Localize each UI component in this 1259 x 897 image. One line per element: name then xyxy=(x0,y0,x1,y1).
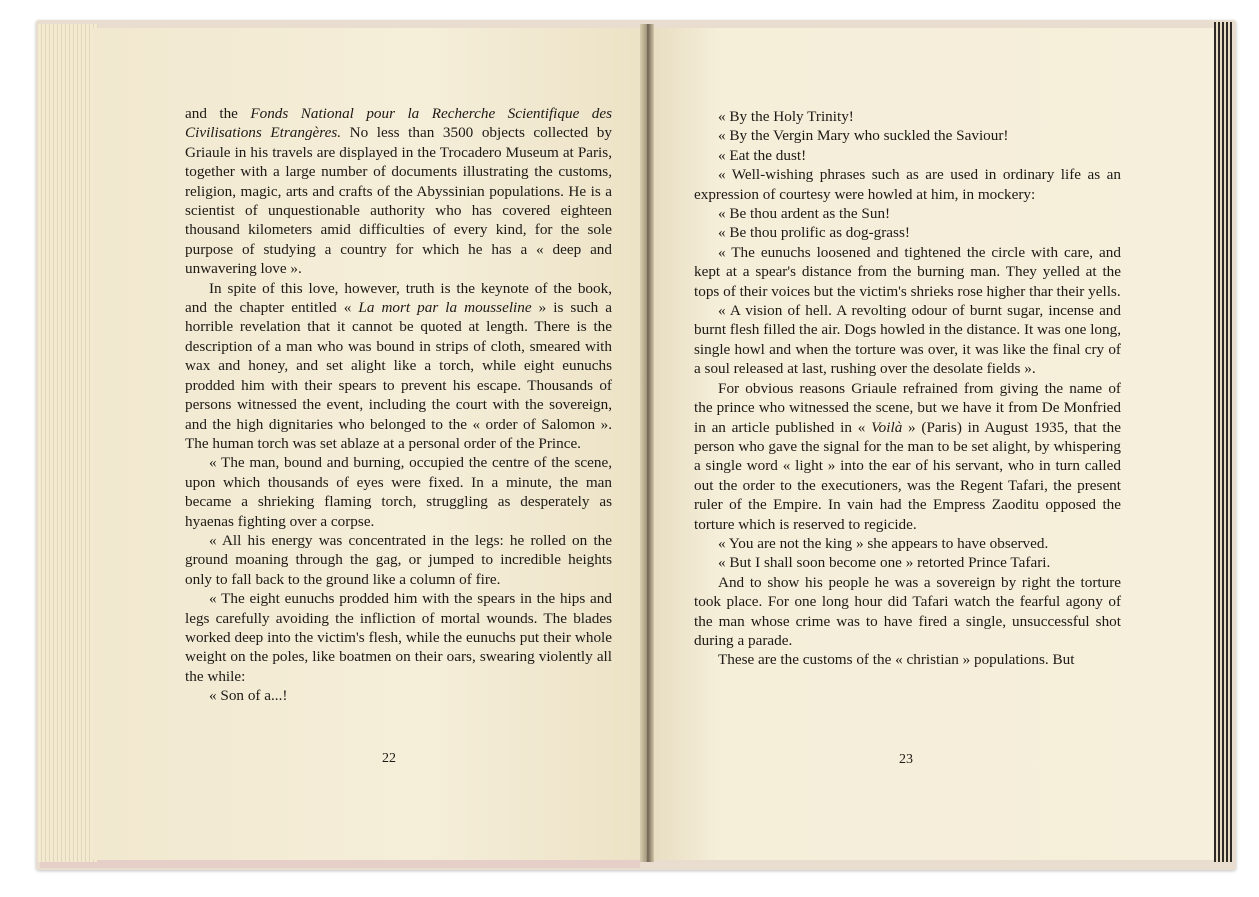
text-run: « But I shall soon become one » retorted Prince Tafari. xyxy=(718,554,1051,572)
paragraph xyxy=(185,686,612,705)
page-stack-left xyxy=(38,24,98,862)
text-run: These are the customs of the « christian » populations. But xyxy=(718,651,1075,669)
text-run: « The man, bound and burning, occupied the centre of the scene, upon which thousands of eyes were fixed. In a minute, the man became a shrieking flaming torch, struggling as desperately as hyaenas fighting over a corpse. xyxy=(185,454,612,530)
paragraph xyxy=(694,107,1121,126)
page-stack-right xyxy=(1214,22,1232,862)
text-run: For obvious reasons Griaule refrained from giving the name of the prince who witnessed the scene, but we have it from De Monfried in an article published in « xyxy=(694,379,1121,436)
paragraph xyxy=(185,453,612,531)
right-page-text xyxy=(694,107,1121,670)
paragraph xyxy=(694,126,1121,145)
text-run: « Son of a...! xyxy=(209,687,288,705)
italic-text: Fonds National pour la Recherche Scientifique des Civilisations Etrangères. xyxy=(185,105,613,142)
text-run: » (Paris) in August 1935, that the person who gave the signal for the man to be set alight, by whispering a single word « light » into the ear of his servant, who in turn called out the order to the executioners, was the Regent Tafari, the present ruler of the Empire. In vain had the Empress Zaoditu opposed the torture which is reserved to regicide. xyxy=(694,418,1121,533)
text-run: And to show his people he was a sovereign by right the torture took place. For one long hour did Tafari watch the fearful agony of the man whose crime was to have fired a single, unsuccessful shot during a parade. xyxy=(694,573,1121,649)
paragraph xyxy=(694,553,1121,572)
paragraph xyxy=(694,650,1121,669)
paragraph xyxy=(694,379,1121,534)
text-run: « By the Vergin Mary who suckled the Saviour! xyxy=(718,127,1009,145)
text-run: « The eight eunuchs prodded him with the spears in the hips and legs carefully avoiding the infliction of mortal wounds. The blades worked deep into the victim's flesh, while the eunuchs put their whole weight on the poles, like boatmen on their oars, swearing violently all the while: xyxy=(185,590,612,685)
italic-text: Voilà xyxy=(871,418,903,436)
text-run: « Well-wishing phrases such as are used in ordinary life as an expression of courtesy were howled at him, in mockery: xyxy=(694,166,1121,203)
text-run: No less than 3500 objects collected by Griaule in his travels are displayed in the Trocadero Museum at Paris, together with a large number of documents illustrating the customs, religion, magic, arts and crafts of the Abyssinian populations. He is a scientist of unquestionable authority who has covered eighteen thousand kilometers amid difficulties of every kind, for the sole purpose of studying a country for which he has a « deep and unwavering love ». xyxy=(185,124,612,278)
text-run: « All his energy was concentrated in the legs: he rolled on the ground moaning through the gag, or jumped to incredible heights only to fall back to the ground like a column of fire. xyxy=(185,531,612,588)
paragraph xyxy=(694,301,1121,379)
paragraph xyxy=(694,146,1121,165)
paragraph xyxy=(694,243,1121,301)
text-run: « You are not the king » she appears to have observed. xyxy=(718,534,1049,552)
text-run: In spite of this love, however, truth is the keynote of the book, and the chapter entitled « xyxy=(185,279,612,317)
paragraph xyxy=(694,223,1121,242)
paragraph xyxy=(694,534,1121,553)
book-gutter xyxy=(640,24,654,862)
text-run: « The eunuchs loosened and tightened the circle with care, and kept at a spear's distance from the burning man. They yelled at the tops of their voices but the victim's shrieks rose higher thar their yells. xyxy=(694,243,1121,300)
text-run: » is such a horrible revelation that it cannot be quoted at length. There is the description of a man who was bound in strips of cloth, smeared with wax and honey, and set alight like a torch, while eight eunuchs prodded him with their spears to prevent his escape. Thousands of persons witnessed the event, including the court with the sovereign, and the high dignitaries who belonged to the « order of Salomon ». The human torch was set ablaze at a personal order of the Prince. xyxy=(185,299,613,452)
left-page-text xyxy=(185,104,612,706)
text-run: « Be thou prolific as dog-grass! xyxy=(718,224,910,242)
text-run: and the xyxy=(185,105,251,122)
text-run: « Be thou ardent as the Sun! xyxy=(718,205,891,223)
text-run: « Eat the dust! xyxy=(718,146,807,164)
paragraph xyxy=(185,279,612,454)
paragraph xyxy=(694,165,1121,204)
italic-text: La mort par la mousseline xyxy=(358,299,532,317)
paragraph xyxy=(185,104,612,279)
left-page-number: 22 xyxy=(382,751,396,766)
paragraph xyxy=(185,589,612,686)
text-run: « A vision of hell. A revolting odour of burnt sugar, incense and burnt flesh filled the air. Dogs howled in the distance. It was one long, single howl and when the torture was over, it was like the final cry of a soul released at last, rushing over the desolate fields ». xyxy=(694,302,1121,378)
paragraph xyxy=(185,531,612,589)
text-run: « By the Holy Trinity! xyxy=(718,108,854,125)
right-page-number: 23 xyxy=(899,752,913,767)
paragraph xyxy=(694,204,1121,223)
paragraph xyxy=(694,573,1121,651)
